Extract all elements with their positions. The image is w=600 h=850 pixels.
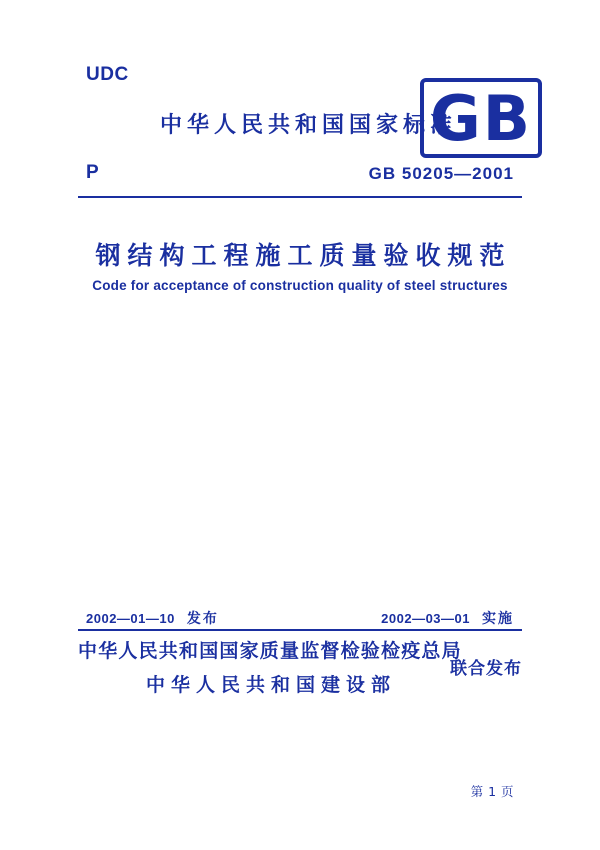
effective-date: 2002—03—01 <box>381 611 470 626</box>
standard-number: GB 50205—2001 <box>368 164 514 183</box>
joint-publish-label: 联合发布 <box>450 659 522 679</box>
issue-date-group <box>86 608 219 628</box>
udc-label: UDC <box>86 64 129 85</box>
publisher-org-2: 中华人民共和国建设部 <box>145 674 396 696</box>
divider-top <box>78 196 522 198</box>
publisher-org-1: 中华人民共和国国家质量监督检验检疫总局 <box>78 640 462 662</box>
issue-word: 发布 <box>186 610 219 626</box>
page-number: 第 1 页 <box>470 784 514 799</box>
issue-effective-line <box>86 608 514 628</box>
document-title-english: Code for acceptance of construction quality of steel structures <box>92 278 508 293</box>
publisher-block <box>78 634 522 704</box>
gb-logo-icon <box>420 78 542 158</box>
issue-date: 2002—01—10 <box>86 611 175 626</box>
effective-date-group <box>381 608 514 628</box>
effective-word: 实施 <box>482 610 514 626</box>
category-letter: P <box>86 162 99 183</box>
divider-bottom <box>78 629 522 631</box>
document-title-chinese: 钢结构工程施工质量验收规范 <box>95 241 512 270</box>
national-standard-heading: 中华人民共和国国家标准 <box>160 113 458 138</box>
svg-text:GB: GB <box>429 82 533 155</box>
